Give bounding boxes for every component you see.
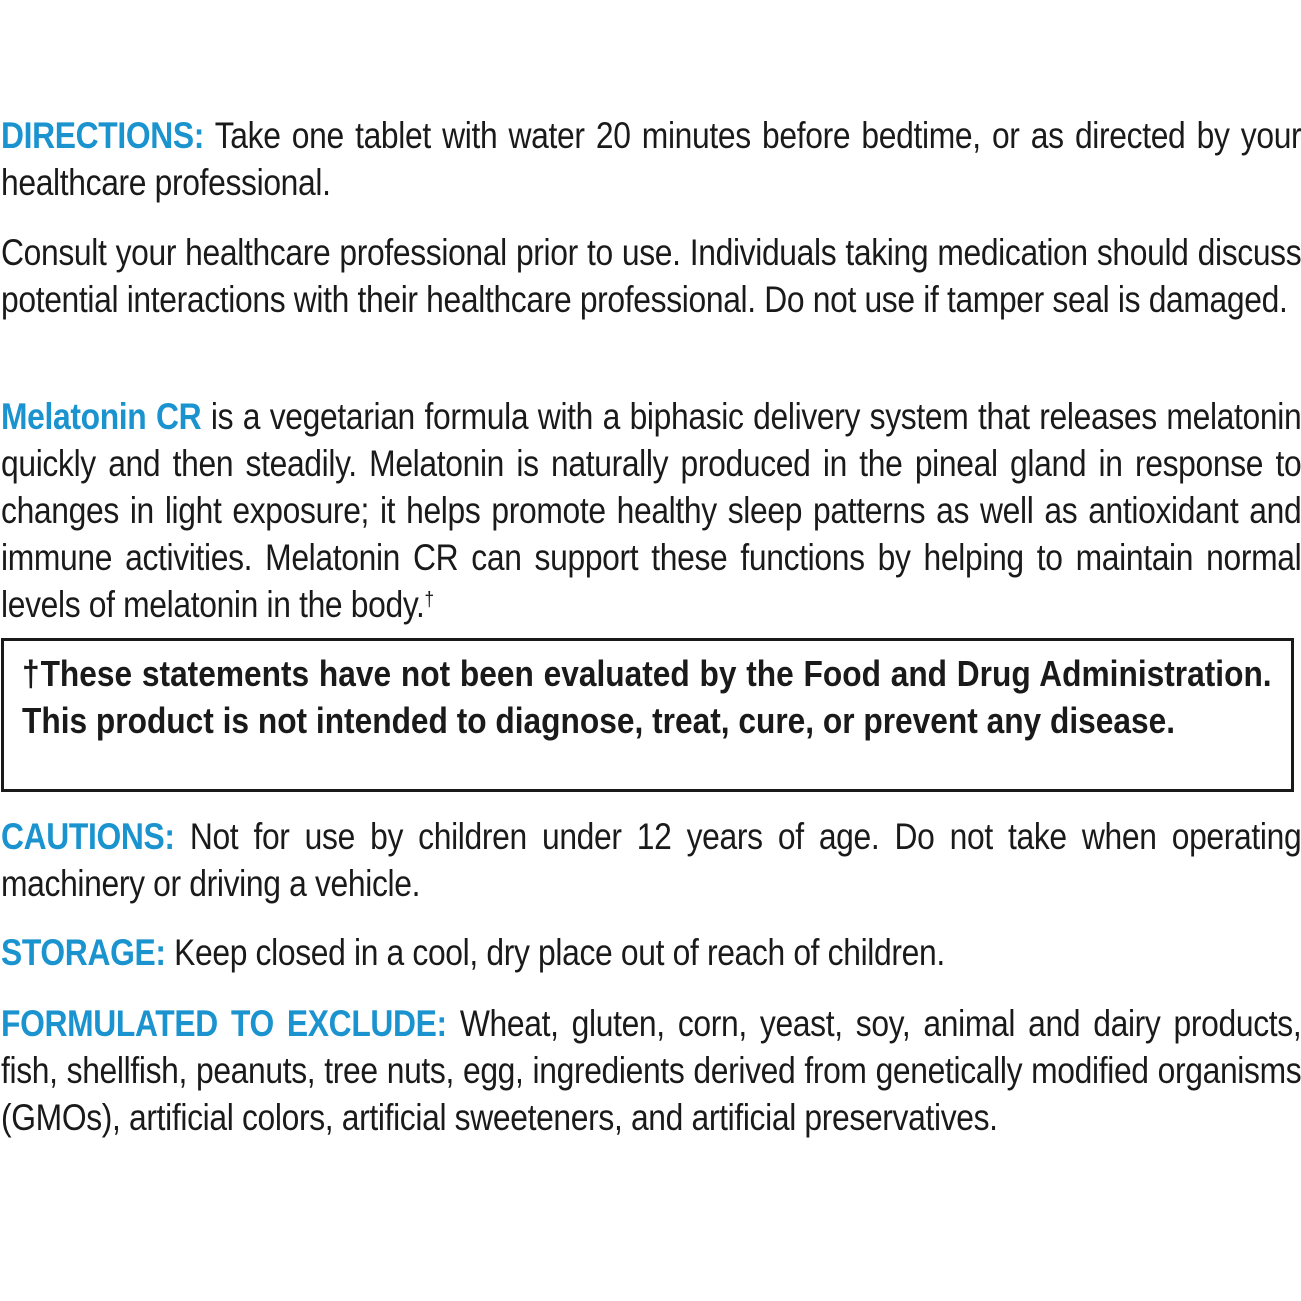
- dagger-mark: †: [424, 589, 434, 611]
- exclusions-section: [0, 1000, 1301, 1141]
- description-section: [0, 393, 1301, 628]
- description-paragraph: [1, 393, 1301, 628]
- directions-text: Take one tablet with water 20 minutes before bedtime, or as directed by your healthcare professional.: [1, 115, 1301, 203]
- directions-heading: DIRECTIONS:: [1, 115, 205, 156]
- fda-disclaimer-box: [1, 638, 1294, 792]
- cautions-text: Not for use by children under 12 years of age. Do not take when operating machinery or driving a vehicle.: [1, 816, 1301, 904]
- cautions-section: [0, 813, 1301, 907]
- product-name-heading: Melatonin CR: [1, 396, 202, 437]
- consult-section: [0, 229, 1301, 323]
- storage-paragraph: [1, 929, 1301, 976]
- fda-disclaimer-text: †These statements have not been evaluated by the Food and Drug Administration. This product is not intended to diagnose, treat, cure, or prevent any disease.: [22, 653, 1272, 741]
- exclusions-text: Wheat, gluten, corn, yeast, soy, animal and dairy products, fish, shellfish, peanuts, tree nuts, egg, ingredients derived from genetically modified organisms (GMOs), artificial colors, artificial sweeteners, and artificial preservatives.: [1, 1003, 1301, 1138]
- cautions-heading: CAUTIONS:: [1, 816, 175, 857]
- cautions-paragraph: [1, 813, 1301, 907]
- directions-paragraph: [1, 112, 1301, 206]
- description-text: is a vegetarian formula with a biphasic delivery system that releases melatonin quickly and then steadily. Melatonin is naturally produced in the pineal gland in response to changes in light exposure; it helps promote healthy sleep patterns as well as antioxidant and immune activities. Melatonin CR can support these functions by helping to maintain normal levels of melatonin in the body.: [1, 396, 1301, 625]
- directions-section: [0, 112, 1301, 206]
- exclusions-paragraph: [1, 1000, 1301, 1141]
- consult-paragraph: Consult your healthcare professional prior to use. Individuals taking medication should discuss potential interactions with their healthcare professional. Do not use if tamper seal is damaged.: [1, 232, 1301, 320]
- storage-heading: STORAGE:: [1, 932, 166, 973]
- storage-text: Keep closed in a cool, dry place out of reach of children.: [165, 932, 945, 973]
- storage-section: [0, 929, 1301, 976]
- exclusions-heading: FORMULATED TO EXCLUDE:: [1, 1003, 447, 1044]
